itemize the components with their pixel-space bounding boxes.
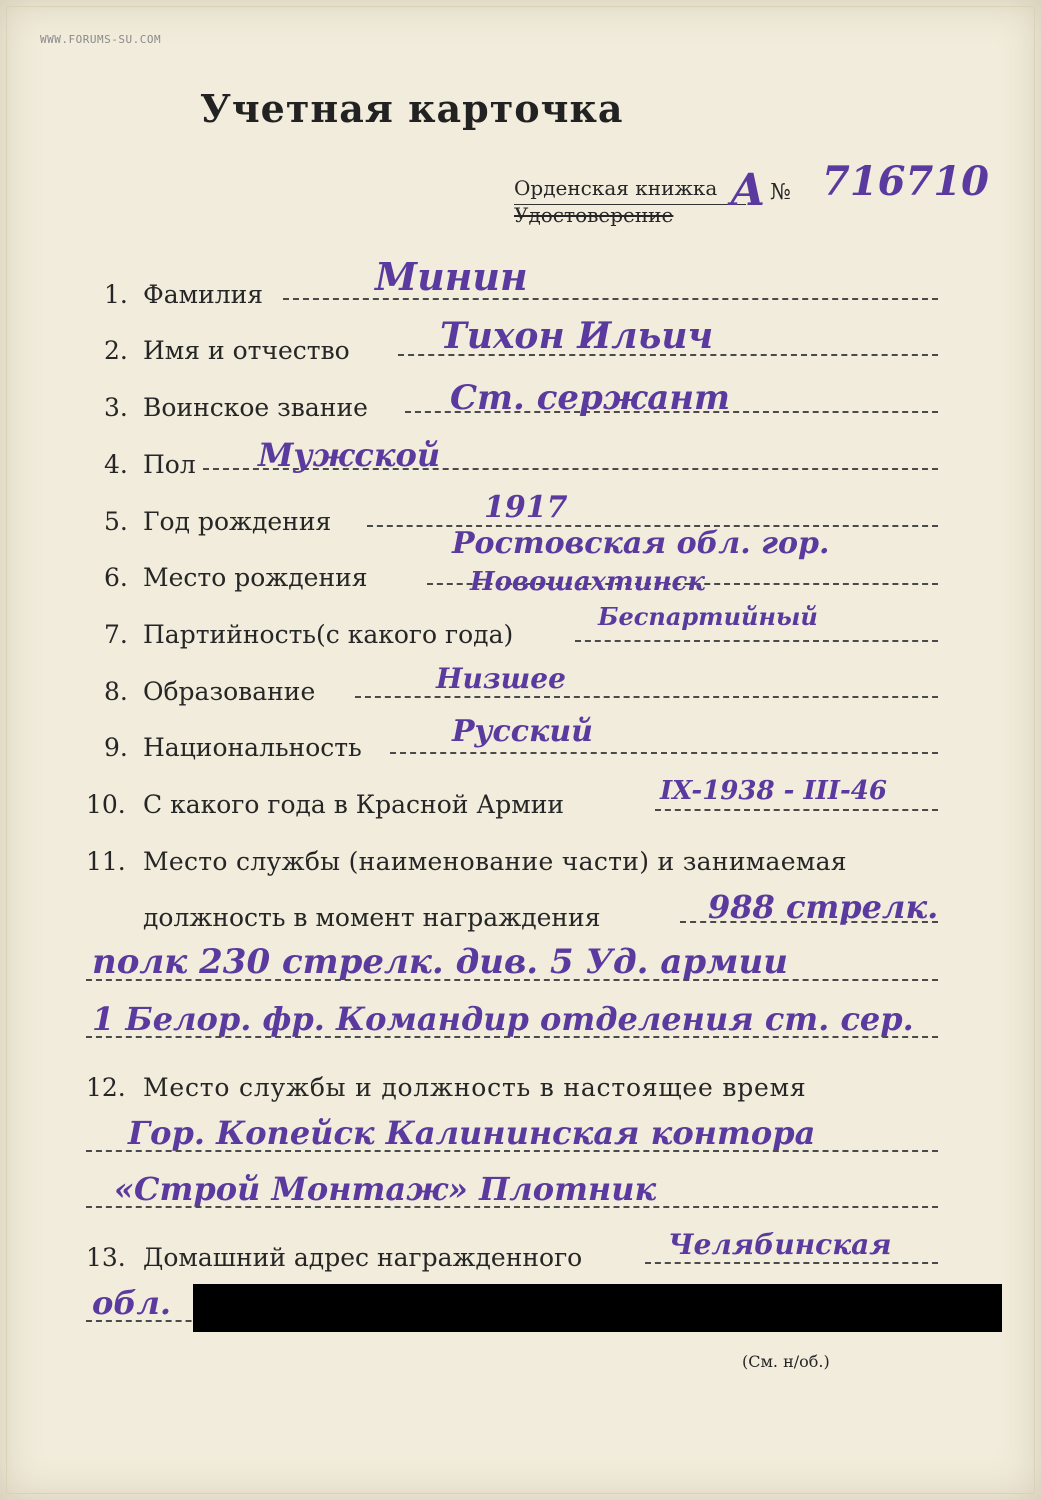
order-book-number: 716710 (822, 158, 989, 205)
field-13-value: Челябинская (668, 1228, 892, 1261)
field-8-number: 8. (104, 677, 128, 706)
field-11-value-3: 1 Белор. фр. Командир отделения ст. сер. (92, 1000, 914, 1038)
card-title: Учетная карточка (200, 86, 624, 131)
field-11-value: 988 стрелк. (708, 888, 939, 926)
field-11-number: 11. (86, 847, 126, 876)
field-5-number: 5. (104, 507, 128, 536)
field-13-value-2: обл. (92, 1284, 172, 1322)
field-13-number: 13. (86, 1243, 126, 1272)
field-2-number: 2. (104, 336, 128, 365)
field-12-value: Гор. Копейск Калининская контора (128, 1114, 816, 1152)
field-5-value: 1917 (484, 490, 568, 525)
field-3-label: Воинское звание (143, 393, 368, 422)
field-12-line-1 (86, 1150, 938, 1152)
number-sign: № (770, 180, 791, 205)
field-6-value: Ростовская обл. гор. (452, 526, 830, 561)
watermark: WWW.FORUMS-SU.COM (40, 33, 162, 46)
field-12-value-2: «Строй Монтаж» Плотник (114, 1170, 657, 1208)
order-book-label: Орденская книжка (514, 176, 718, 200)
field-9-number: 9. (104, 733, 128, 762)
field-12-number: 12. (86, 1073, 126, 1102)
field-11-label: Место службы (наименование части) и занимаемая (143, 847, 847, 876)
field-3-number: 3. (104, 393, 128, 422)
order-book-series: А (730, 165, 766, 216)
field-6-number: 6. (104, 563, 128, 592)
field-13-label: Домашний адрес награжденного (143, 1243, 583, 1272)
field-9-line (390, 752, 938, 754)
field-6-label: Место рождения (143, 563, 368, 592)
field-4-number: 4. (104, 450, 128, 479)
field-12-line-2 (86, 1206, 938, 1208)
field-10-value: IX-1938 - III-46 (660, 776, 887, 806)
field-3-value: Ст. сержант (450, 378, 731, 418)
field-13-line-1 (645, 1262, 938, 1264)
field-11-line-2 (86, 979, 938, 981)
field-7-number: 7. (104, 620, 128, 649)
field-7-label: Партийность(с какого года) (143, 620, 514, 649)
certificate-label-struck: Удостоверение (514, 203, 674, 227)
field-2-label: Имя и отчество (143, 336, 350, 365)
field-10-line (655, 809, 938, 811)
field-7-line (575, 640, 938, 642)
field-11-line-3 (86, 1036, 938, 1038)
field-2-value: Тихон Ильич (440, 315, 714, 357)
field-1-value: Минин (375, 254, 528, 299)
field-4-label: Пол (143, 450, 196, 479)
see-reverse-note: (См. н/об.) (742, 1352, 830, 1371)
field-11-label-2: должность в момент награждения (143, 903, 601, 932)
field-8-line (355, 696, 938, 698)
field-8-value: Низшее (436, 662, 566, 695)
field-9-value: Русский (452, 714, 593, 749)
field-5-label: Год рождения (143, 507, 332, 536)
field-10-label: С какого года в Красной Армии (143, 790, 565, 819)
field-7-value: Беспартийный (598, 602, 818, 631)
redaction-bar (193, 1284, 1002, 1332)
field-6-value-2: Новошахтинск (470, 567, 705, 597)
field-11-value-2: полк 230 стрелк. див. 5 Уд. армии (92, 942, 788, 982)
field-10-number: 10. (86, 790, 126, 819)
field-12-label: Место службы и должность в настоящее время (143, 1073, 807, 1102)
field-1-number: 1. (104, 280, 128, 309)
field-8-label: Образование (143, 677, 316, 706)
field-1-label: Фамилия (143, 280, 264, 309)
field-9-label: Национальность (143, 733, 362, 762)
field-4-value: Мужской (258, 436, 441, 474)
